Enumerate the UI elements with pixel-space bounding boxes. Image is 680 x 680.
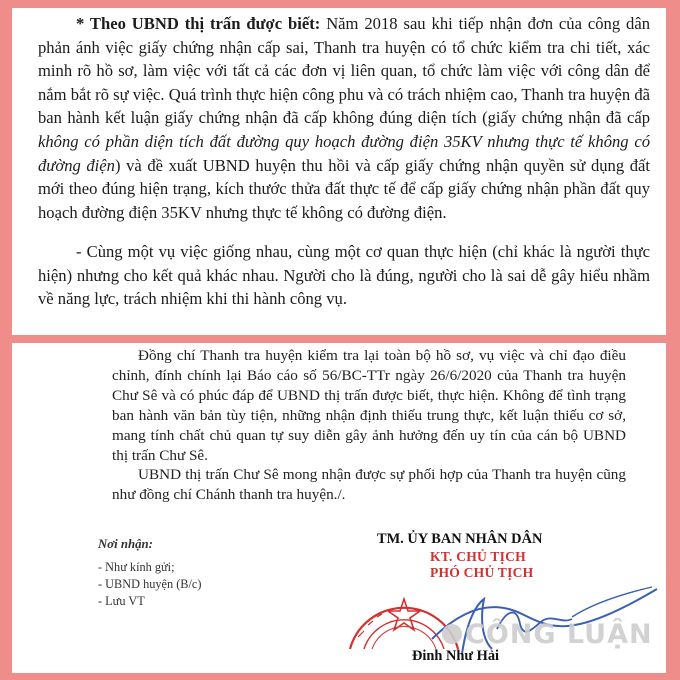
stamp-kt-chairman: KT. CHỦ TỊCH [430,549,526,564]
watermark-text: CÔNG LUẬN [465,619,653,650]
paragraph-request: Đồng chí Thanh tra huyện kiểm tra lại toàn bộ hồ sơ, vụ việc và chỉ đạo điều chỉnh, đính chính lại Báo cáo số 56/BC-TTr ngày 26/6/2020 của Thanh tra huyện Chư Sê và có phúc đáp để UBND thị trấn được biết, thực hiện. Không để tình trạng ban hành văn bản tùy tiện, những nhận định thiếu trung thực, kết luận thiếu cơ sở, mang tính chất chủ quan tự suy diễn gây ảnh hưởng đến uy tín của cán bộ UBND thị trấn Chư Sê. [112,347,626,464]
paragraph-lead: * Theo UBND thị trấn được biết: [76,14,321,33]
recipient-item: - UBND huyện (B/c) [98,577,202,591]
organization-title: TM. ỦY BAN NHÂN DÂN [377,531,543,547]
recipients-title: Nơi nhận: [98,537,153,551]
document-excerpt-bottom [12,343,666,673]
paragraph-remark: - Cùng một vụ việc giống nhau, cùng một cơ quan thực hiện (chỉ khác là người thực hiện) nhưng cho kết quả khác nhau. Người cho là đúng, người cho là sai dễ gây hiểu nhầm về năng lực, trách nhiệm khi thi hành công vụ. [38,242,650,309]
recipient-item: - Lưu VT [98,594,145,608]
paragraph-findings [38,12,650,224]
document-excerpt-top [12,8,666,335]
paragraph-text: ) và đề xuất UBND huyện thu hồi và cấp giấy chứng nhận quyền sử dụng đất mới theo đúng hiện trạng, kích thước thửa đất thực tế để cấp giấy chứng nhận phần đất quy hoạch đường điện 35KV nhưng thực tế không có đường điện. [38,155,651,222]
recipient-item: - Như kính gửi; [98,560,175,574]
paragraph-text: Năm 2018 sau khi tiếp nhận đơn của công dân phản ánh việc giấy chứng nhận cấp sai, Thanh tra huyện có tổ chức kiểm tra chi tiết, xác minh rõ hồ sơ, làm việc với tất cả các đơn vị liên quan, tổ chức làm việc với công dân để nắm bắt rõ sự việc. Quá trình thực hiện công phu và có trách nhiệm cao, Thanh tra huyện đã ban hành kết luận giấy chứng nhận đã cấp không đúng diện tích (giấy chứng nhận đã cấp [38,14,650,128]
watermark-logo-icon [442,624,462,644]
recipients-block [98,536,278,610]
stamp-vice-chairman: PHÓ CHỦ TỊCH [430,565,534,580]
paragraph-closing: UBND thị trấn Chư Sê mong nhận được sự phối hợp của Thanh tra huyện cũng như đồng chí Chánh thanh tra huyện./. [112,466,626,503]
italic-quote: không có phần diện tích đất đường quy hoạch đường điện 35KV nhưng thực tế không có đường điện [38,131,650,175]
signer-name: Đinh Như Hải [412,648,500,664]
